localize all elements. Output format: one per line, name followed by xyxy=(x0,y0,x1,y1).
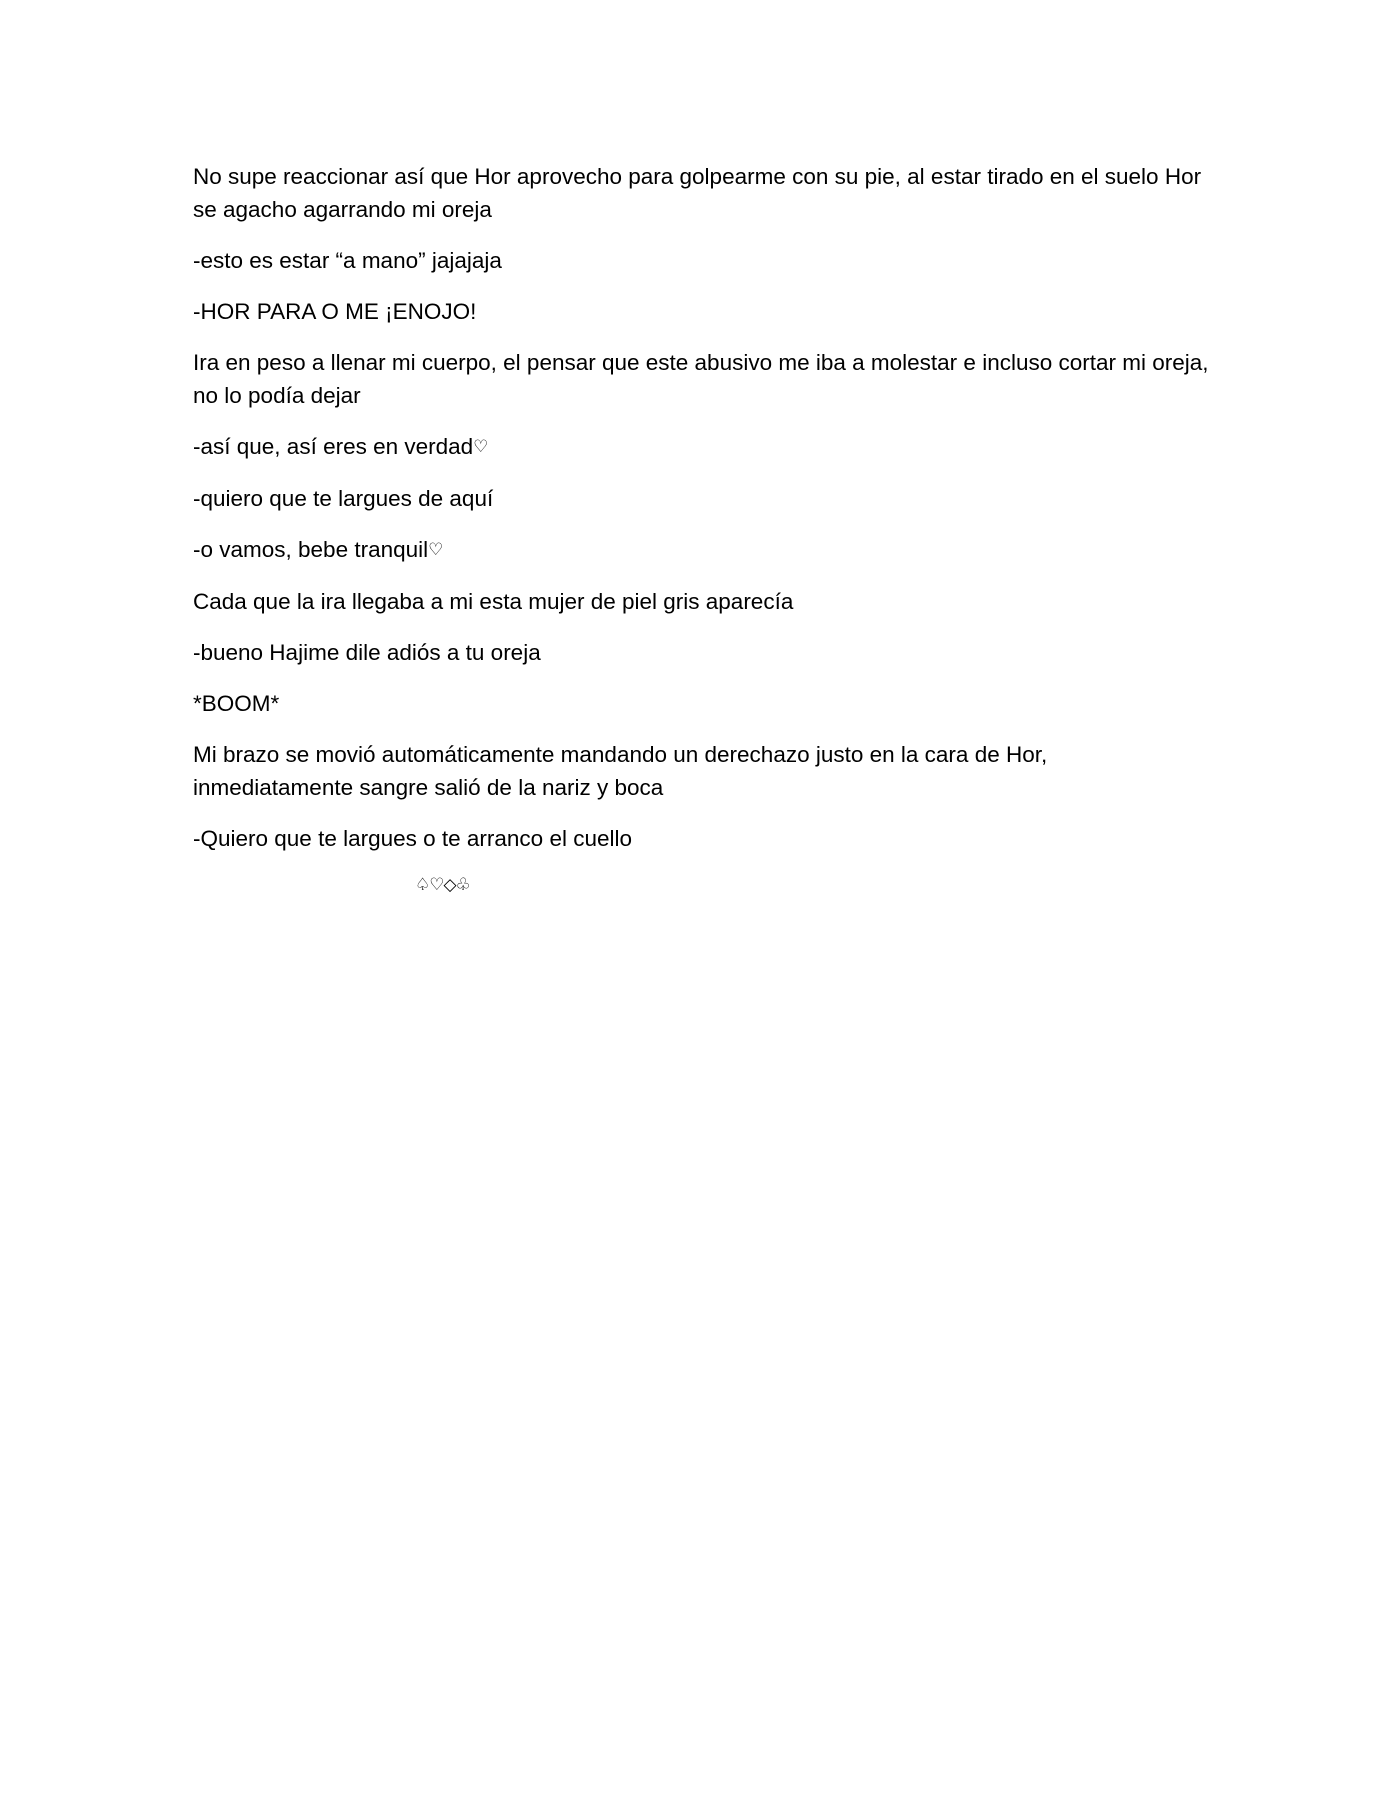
paragraph-5 xyxy=(193,430,1213,464)
paragraph-11: Mi brazo se movió automáticamente mandando un derechazo justo en la cara de Hor, inmediatamente sangre salió de la nariz y boca xyxy=(193,742,1048,800)
card-suits-separator-icon: ♤♡◇♧ xyxy=(415,875,470,895)
heart-icon: ♡ xyxy=(428,540,444,560)
paragraph-4: Ira en peso a llenar mi cuerpo, el pensar que este abusivo me iba a molestar e incluso cortar mi oreja, no lo podía dejar xyxy=(193,350,1209,408)
heart-icon: ♡ xyxy=(473,437,489,457)
paragraph-8: Cada que la ira llegaba a mi esta mujer de piel gris aparecía xyxy=(193,589,794,614)
paragraph-9: -bueno Hajime dile adiós a tu oreja xyxy=(193,640,541,665)
paragraph-3: -HOR PARA O ME ¡ENOJO! xyxy=(193,299,477,324)
paragraph-1: No supe reaccionar así que Hor aprovecho para golpearme con su pie, al estar tirado en el suelo Hor se agacho agarrando mi oreja xyxy=(193,164,1202,222)
paragraph-6: -quiero que te largues de aquí xyxy=(193,486,494,511)
paragraph-5-text: -así que, así eres en verdad xyxy=(193,434,474,459)
paragraph-10: *BOOM* xyxy=(193,691,280,716)
paragraph-12: -Quiero que te largues o te arranco el cuello xyxy=(193,826,633,851)
paragraph-7 xyxy=(193,533,1213,567)
paragraph-7-text: -o vamos, bebe tranquil xyxy=(193,537,429,562)
document-body xyxy=(193,160,1213,897)
paragraph-2: -esto es estar “a mano” jajajaja xyxy=(193,248,502,273)
